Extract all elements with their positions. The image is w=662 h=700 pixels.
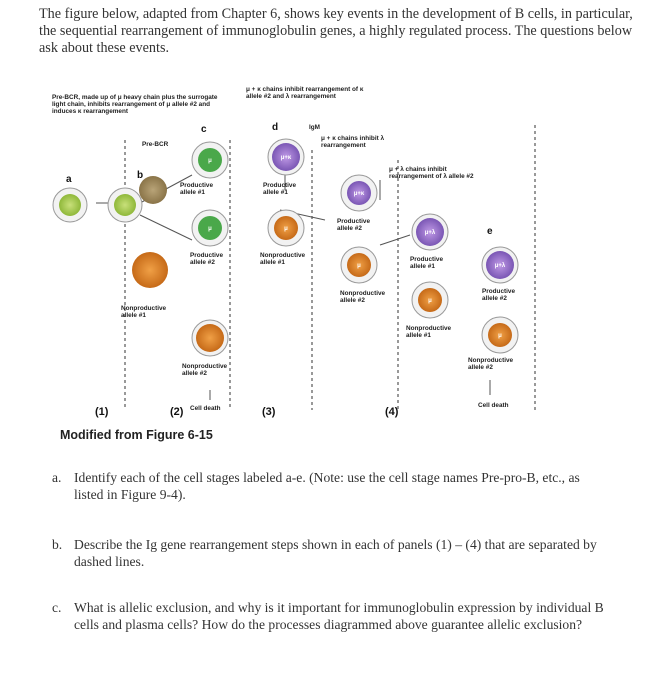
label-productive-allele-2b: Productive allele #2 xyxy=(337,218,371,233)
b-cell-development-figure xyxy=(50,80,550,450)
igm-label: IgM xyxy=(309,124,321,131)
question-b-label: b. xyxy=(52,537,63,552)
cell-label-mu-4: μ xyxy=(357,263,361,269)
label-nonproductive-allele-1c: Nonproductive allele #1 xyxy=(121,305,167,320)
cell-b xyxy=(139,176,167,204)
label-productive-allele-2a: Productive allele #2 xyxy=(190,252,224,267)
panel-4-label: (4) xyxy=(385,406,399,418)
stage-a-label: a xyxy=(66,174,72,185)
label-productive-allele-2c: Productive allele #2 xyxy=(482,288,516,303)
panel-1-label: (1) xyxy=(95,406,109,418)
question-c xyxy=(52,600,612,633)
question-b-text: Describe the Ig gene rearrangement steps shown in each of panels (1) – (4) that are separated by dashed lines. xyxy=(74,537,597,569)
cell-label-mu-2: μ xyxy=(208,226,212,232)
cell-label-mu-kappa-2: μ+κ xyxy=(353,191,365,197)
cell-label-mu-3: μ xyxy=(284,226,288,232)
cell-label-mu-5: μ xyxy=(428,298,432,304)
mu-kappa-inhibit-note: μ + κ chains inhibit rearrangement of κ allele #2 and λ rearrangement xyxy=(246,86,364,101)
question-c-text: What is allelic exclusion, and why is it important for immunoglobulin expression by individual B cells and plasma cells? How do the processes diagrammed above guarantee allelic exclusion? xyxy=(74,600,604,632)
mu-lambda-inhibit-note: μ + λ chains inhibit rearrangement of λ allele #2 xyxy=(389,166,474,181)
cell-label-mu-kappa-1: μ+κ xyxy=(280,155,292,161)
label-cell-death-1: Cell death xyxy=(190,405,221,412)
panel-3-label: (3) xyxy=(262,406,276,418)
stage-e-label: e xyxy=(487,226,493,237)
question-a-text: Identify each of the cell stages labeled a-e. (Note: use the cell stage names Pre-pro-B, etc., as listed in Figure 9-4). xyxy=(74,470,580,502)
question-a xyxy=(52,470,612,503)
cell-label-mu-lambda-1: μ+λ xyxy=(424,230,436,236)
label-nonproductive-allele-2c: Nonproductive allele #2 xyxy=(182,363,228,378)
cell-label-mu-1: μ xyxy=(208,158,212,164)
pre-bcr-note: Pre-BCR, made up of μ heavy chain plus the surrogate light chain, inhibits rearrangement of μ allele #2 and induces κ rearrangement xyxy=(52,94,218,116)
label-nonproductive-allele-2b: Nonproductive allele #2 xyxy=(468,357,514,372)
pre-bcr-label: Pre-BCR xyxy=(142,141,169,148)
question-c-label: c. xyxy=(52,600,62,615)
label-productive-allele-1b: Productive allele #1 xyxy=(263,182,297,197)
label-nonproductive-allele-1b: Nonproductive allele #1 xyxy=(406,325,452,340)
figure-caption: Modified from Figure 6-15 xyxy=(60,428,213,442)
stage-b-label: b xyxy=(137,170,144,181)
cell-label-mu-lambda-2: μ+λ xyxy=(494,263,506,269)
stage-d-label: d xyxy=(272,122,279,133)
cell-nonproductive-1 xyxy=(132,252,168,288)
label-productive-allele-1c: Productive allele #1 xyxy=(410,256,444,271)
cell-label-mu-6: μ xyxy=(498,333,502,339)
label-nonproductive-allele-1a: Nonproductive allele #1 xyxy=(260,252,306,267)
stage-c-label: c xyxy=(201,124,207,135)
label-productive-allele-1a: Productive allele #1 xyxy=(180,182,214,197)
panel-2-label: (2) xyxy=(170,406,184,418)
mu-kappa-lambda-note: μ + κ chains inhibit λ rearrangement xyxy=(321,135,385,150)
question-a-label: a. xyxy=(52,470,62,485)
intro-paragraph: The figure below, adapted from Chapter 6, shows key events in the development of B cells, in particular, the sequential rearrangement of immunoglobulin genes, a highly regulated process. The questions below ask about these events. xyxy=(39,6,633,56)
question-b xyxy=(52,537,612,570)
label-nonproductive-allele-2a: Nonproductive allele #2 xyxy=(340,290,386,305)
label-cell-death-2: Cell death xyxy=(478,402,509,409)
cell-a-group xyxy=(53,188,142,222)
